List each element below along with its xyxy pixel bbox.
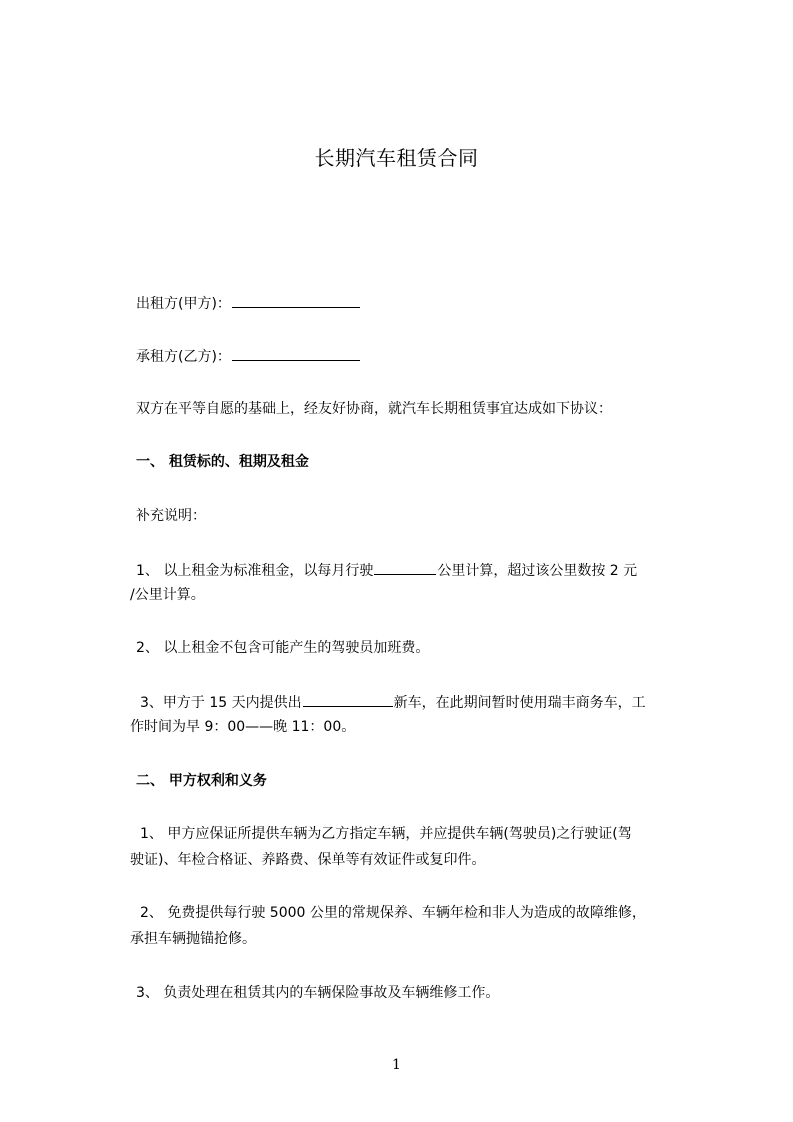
lessee-blank [232, 345, 360, 361]
intro-paragraph: 双方在平等自愿的基础上，经友好协商，就汽车长期租赁事宜达成如下协议： [136, 401, 612, 417]
page-number: 1 [392, 1057, 401, 1073]
document-title: 长期汽车租赁合同 [314, 146, 479, 170]
section1-item3-line1 [140, 691, 646, 713]
lessor-blank [232, 292, 360, 308]
lessor-label: 出租方(甲方)： [136, 296, 231, 312]
section2-item1-line2: 驶证)、年检合格证、养路费、保单等有效证件或复印件。 [130, 852, 486, 868]
section1-item1-text-b: 公里计算，超过该公里数按 2 元 [437, 563, 638, 579]
section1-item2: 2、 以上租金不包含可能产生的驾驶员加班费。 [136, 640, 430, 656]
lessor-line [136, 292, 361, 314]
section2-item2-line2: 承担车辆抛锚抢修。 [130, 931, 256, 947]
lessee-line [136, 345, 361, 367]
section1-note-label: 补充说明： [136, 508, 206, 524]
section1-heading: 一、 租赁标的、租期及租金 [136, 454, 309, 470]
section1-item3-text-b: 新车，在此期间暂时使用瑞丰商务车，工 [393, 695, 646, 711]
section1-item1-line1 [136, 559, 637, 581]
new-car-blank [303, 691, 393, 707]
section2-item3: 3、 负责处理在租赁其内的车辆保险事故及车辆维修工作。 [136, 985, 500, 1001]
section1-item1-line2: /公里计算。 [130, 587, 205, 603]
section1-item3-text-a: 3、甲方于 15 天内提供出 [140, 695, 302, 711]
section1-item3-line2: 作时间为早 9：00——晚 11：00。 [130, 719, 356, 735]
lessee-label: 承租方(乙方)： [136, 349, 231, 365]
monthly-km-blank [374, 559, 436, 575]
section1-item1-text-a: 1、 以上租金为标准租金，以每月行驶 [136, 563, 374, 579]
section2-heading: 二、 甲方权利和义务 [136, 773, 267, 789]
section2-item2-line1: 2、 免费提供每行驶 5000 公里的常规保养、车辆年检和非人为造成的故障维修， [140, 905, 646, 921]
section2-item1-line1: 1、 甲方应保证所提供车辆为乙方指定车辆，并应提供车辆(驾驶员)之行驶证(驾 [140, 826, 632, 842]
